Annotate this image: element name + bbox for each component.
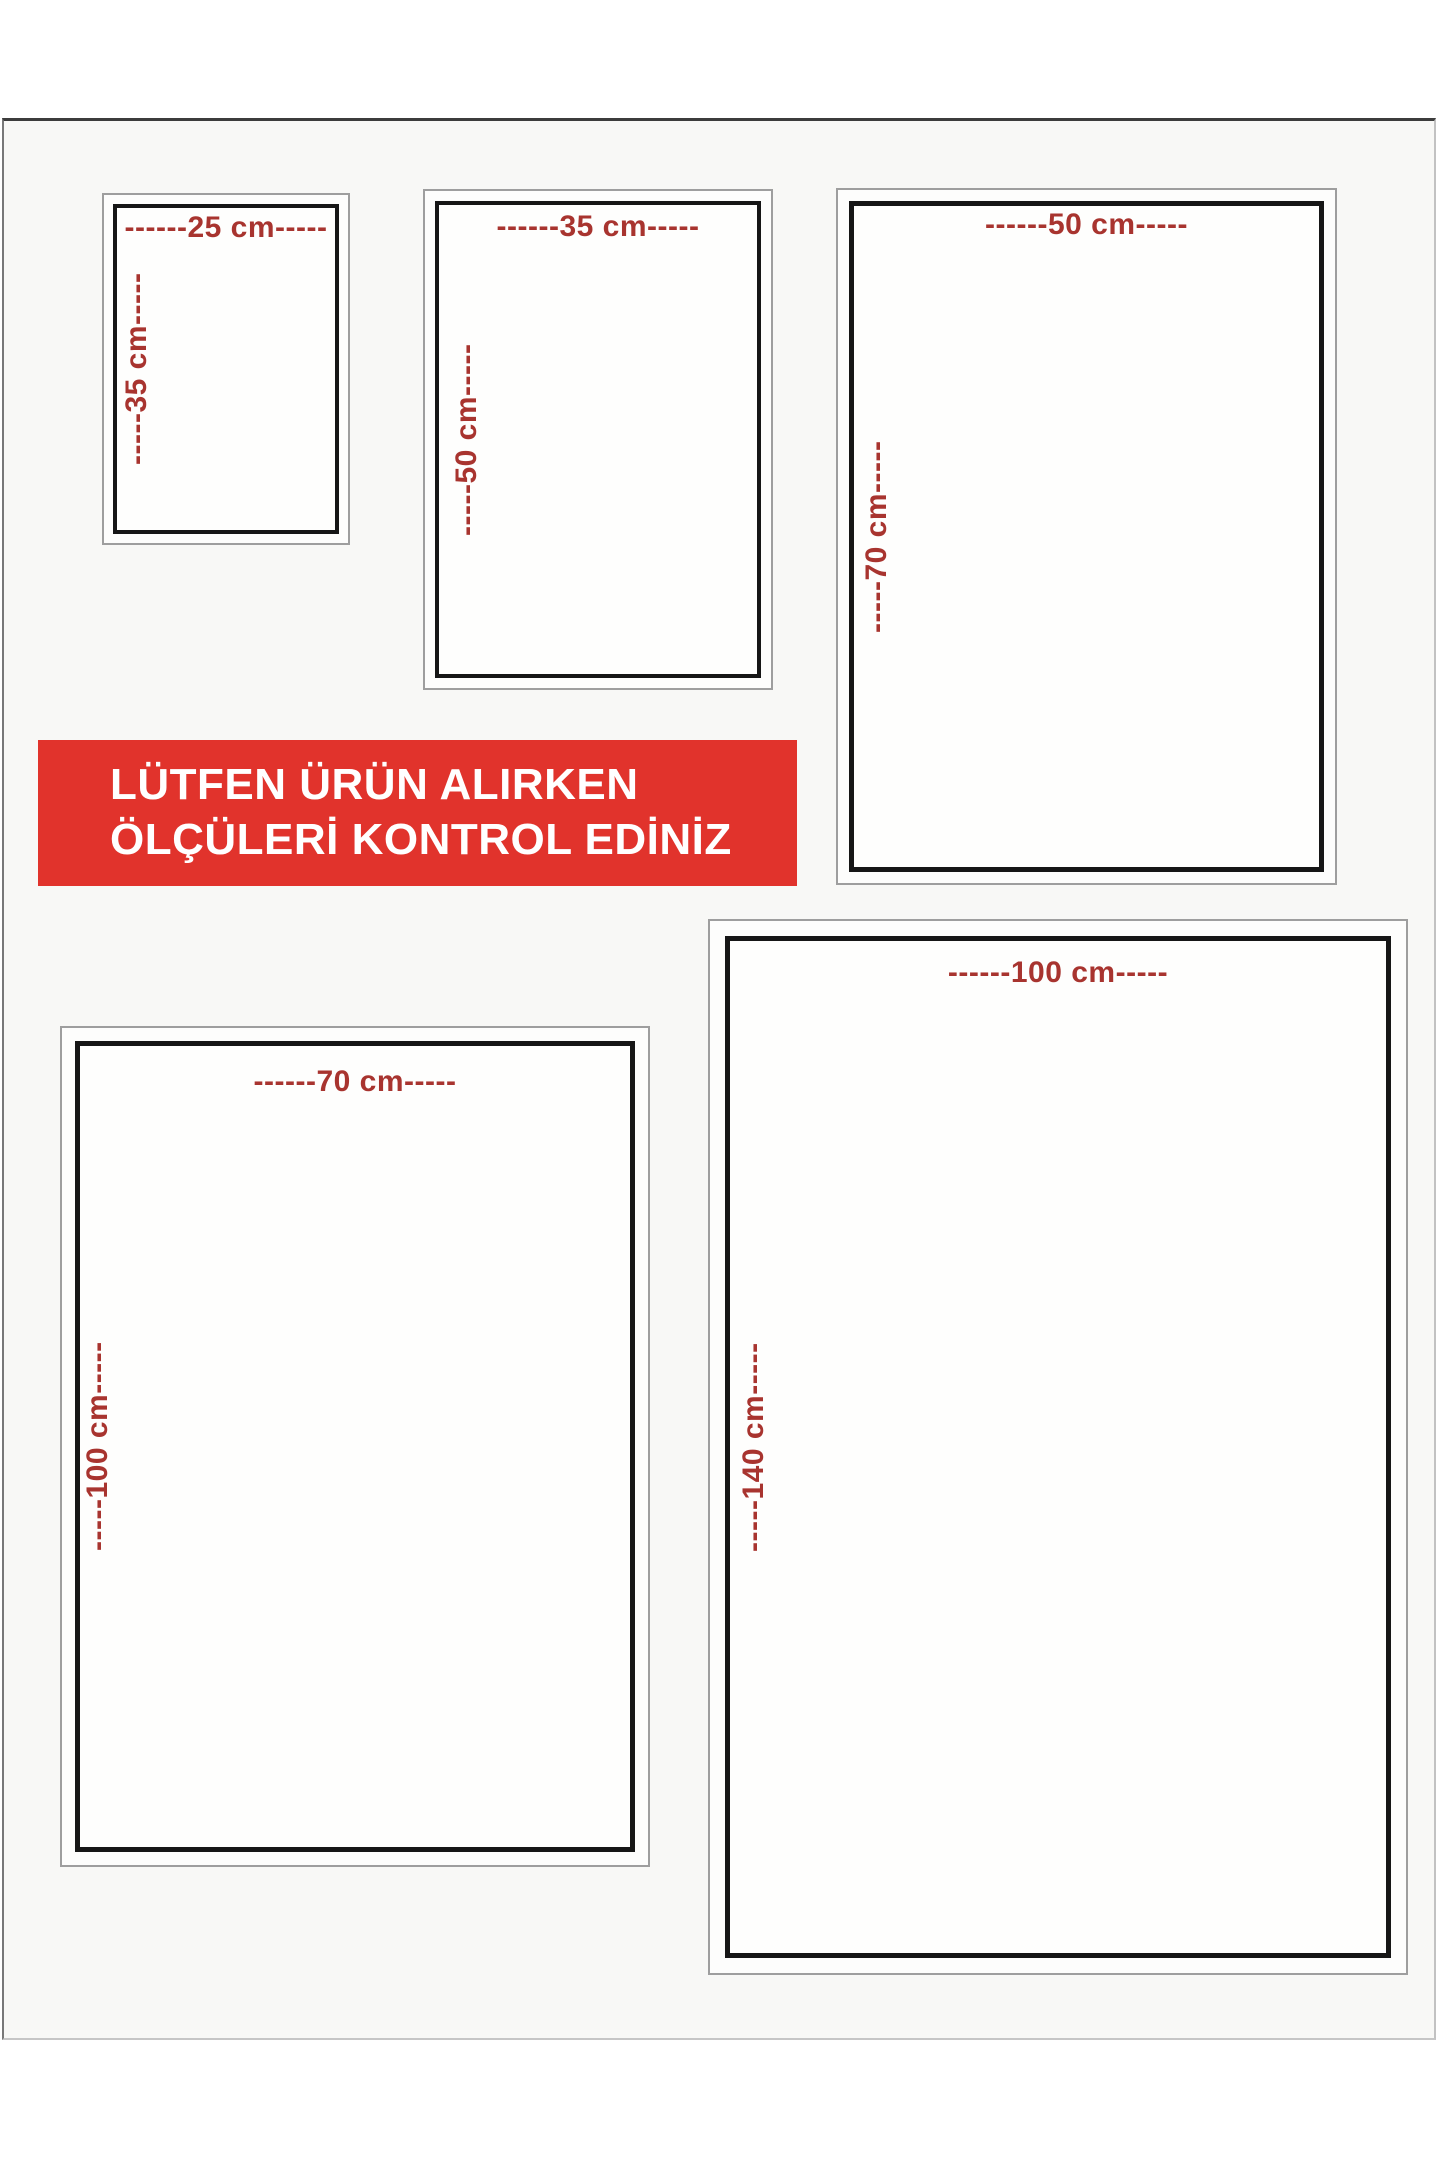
size-box-50x70 — [836, 188, 1337, 885]
size-box-25x35 — [102, 193, 350, 545]
size-box-50x70-frame — [849, 201, 1324, 872]
height-dimension-label-140cm: -----140 cm----- — [737, 1342, 770, 1552]
warning-banner — [38, 740, 797, 886]
warning-banner-line-1: LÜTFEN ÜRÜN ALIRKEN — [110, 760, 639, 809]
size-box-100x140-frame — [725, 936, 1391, 1958]
width-dimension-label-70cm: ------70 cm----- — [253, 1065, 457, 1098]
width-dimension-label-100cm: ------100 cm----- — [947, 956, 1169, 989]
height-dimension-label-50cm: -----50 cm----- — [450, 343, 483, 536]
height-dimension-label-70cm: -----70 cm----- — [860, 440, 893, 633]
height-dimension-label-100cm: -----100 cm----- — [81, 1341, 114, 1552]
size-box-35x50-frame — [435, 201, 761, 678]
size-box-70x100-frame — [75, 1041, 635, 1852]
size-box-25x35-frame — [113, 204, 339, 534]
size-box-100x140 — [708, 919, 1408, 1975]
size-box-35x50 — [423, 189, 773, 690]
warning-banner-line-2: ÖLÇÜLERİ KONTROL EDİNİZ — [110, 815, 732, 864]
height-dimension-label-35cm: -----35 cm----- — [120, 272, 153, 466]
width-dimension-label-50cm: ------50 cm----- — [985, 208, 1188, 241]
width-dimension-label-35cm: ------35 cm----- — [496, 210, 700, 243]
width-dimension-label-25cm: ------25 cm----- — [124, 211, 328, 244]
size-box-70x100 — [60, 1026, 650, 1867]
